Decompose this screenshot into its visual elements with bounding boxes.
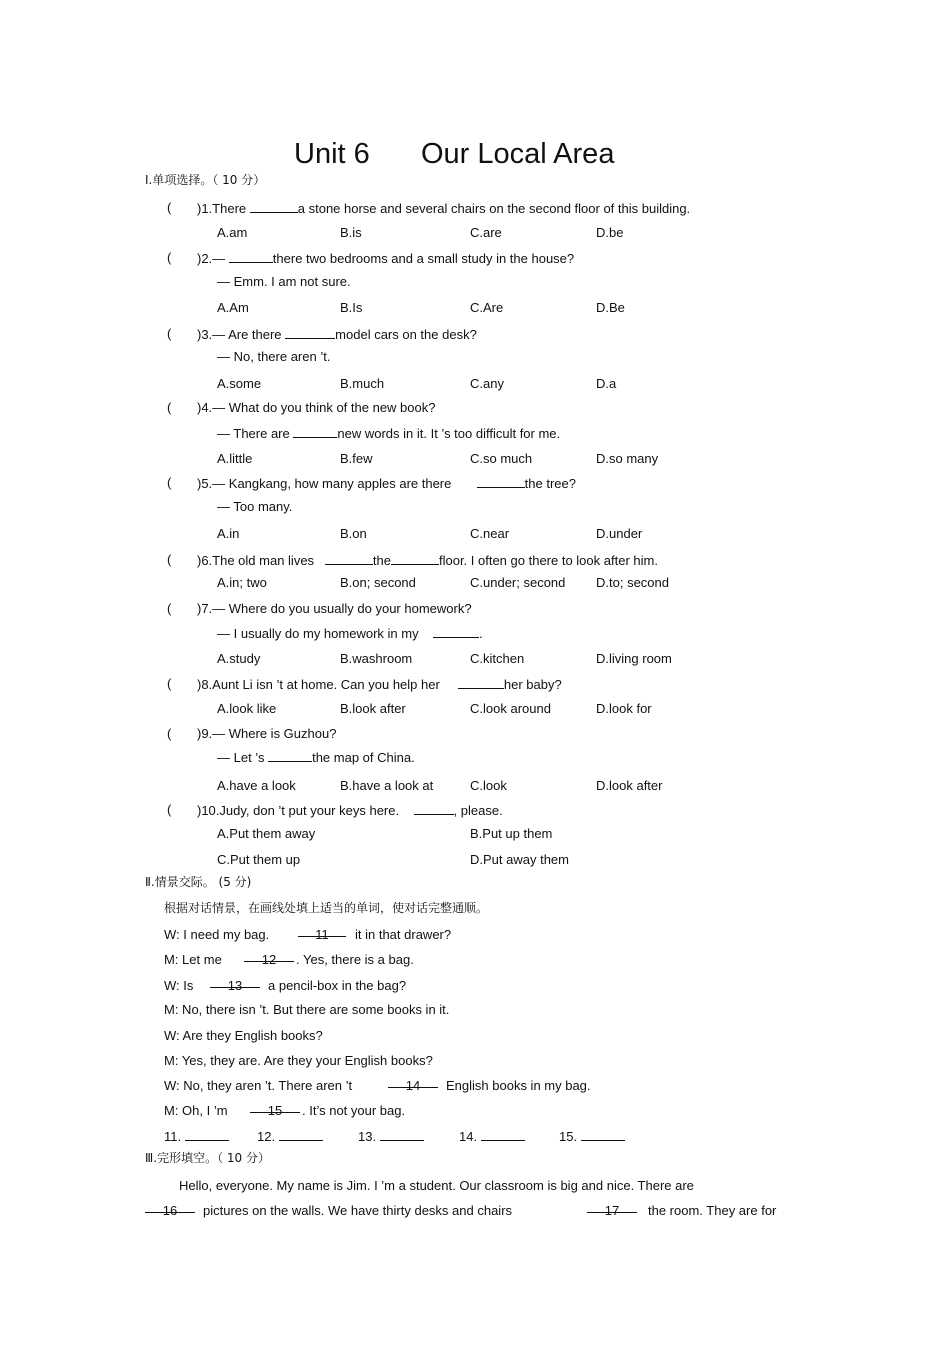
option-c[interactable]: C.under; second: [470, 575, 566, 590]
option-b[interactable]: B.have a look at: [340, 778, 434, 793]
option-b[interactable]: B.much: [340, 376, 385, 391]
option-b[interactable]: B.is: [340, 225, 362, 240]
answer-paren: (: [167, 250, 172, 265]
dialogue-line: M: No, there isn ’t. But there are some books in it.: [164, 1002, 450, 1017]
answer-paren: (: [167, 200, 172, 215]
question-line2: — Let ’s the map of China.: [217, 750, 415, 765]
answer-paren: (: [167, 726, 172, 741]
option-a[interactable]: A.in; two: [217, 575, 267, 590]
option-d[interactable]: D.Be: [596, 300, 625, 315]
answer-paren: (: [167, 552, 172, 567]
question-line2: — Too many.: [217, 499, 293, 514]
blank[interactable]: [268, 749, 312, 762]
question-stem: )6.The old man lives the floor. I often go there to look after him.: [197, 553, 658, 568]
option-c[interactable]: C.look: [470, 778, 507, 793]
answer-slot-11[interactable]: 11.: [164, 1128, 229, 1145]
question-stem: )2.— there two bedrooms and a small study in the house?: [197, 251, 575, 266]
question-stem: )4.— What do you think of the new book?: [197, 400, 436, 415]
option-a[interactable]: A.am: [217, 225, 248, 240]
option-c[interactable]: C.Are: [470, 300, 504, 315]
option-c[interactable]: C.Put them up: [217, 852, 301, 867]
blank[interactable]: [414, 802, 454, 815]
option-a[interactable]: A.in: [217, 526, 240, 541]
question-stem: )8.Aunt Li isn ’t at home. Can you help her her baby?: [197, 677, 562, 692]
blank-12[interactable]: 12: [244, 952, 294, 968]
answer-paren: (: [167, 326, 172, 341]
unit-number: Unit 6: [294, 138, 370, 170]
question-stem: )10.Judy, don ’t put your keys here. , please.: [197, 803, 503, 818]
option-a[interactable]: A.look like: [217, 701, 277, 716]
option-b[interactable]: B.Put up them: [470, 826, 553, 841]
option-b[interactable]: B.on; second: [340, 575, 416, 590]
option-b[interactable]: B.Is: [340, 300, 363, 315]
blank-17[interactable]: 17: [587, 1203, 637, 1219]
option-d[interactable]: D.Put away them: [470, 852, 569, 867]
question-line2: — No, there aren ’t.: [217, 349, 331, 364]
option-a[interactable]: A.Put them away: [217, 826, 316, 841]
blank-11[interactable]: 11: [298, 927, 346, 943]
answer-paren: (: [167, 802, 172, 817]
blank[interactable]: [391, 552, 439, 565]
passage-line-2b: the room. They are for: [648, 1203, 777, 1218]
option-a[interactable]: A.have a look: [217, 778, 296, 793]
option-d[interactable]: D.to; second: [596, 575, 669, 590]
option-a[interactable]: A.study: [217, 651, 261, 666]
question-line2: — There are new words in it. It ’s too difficult for me.: [217, 426, 561, 441]
option-c[interactable]: C.so much: [470, 451, 533, 466]
blank[interactable]: [293, 425, 337, 438]
option-c[interactable]: C.kitchen: [470, 651, 525, 666]
answer-paren: (: [167, 601, 172, 616]
answer-slot-14[interactable]: 14.: [459, 1128, 525, 1145]
blank[interactable]: [229, 250, 273, 263]
option-a[interactable]: A.Am: [217, 300, 249, 315]
option-c[interactable]: C.near: [470, 526, 510, 541]
question-stem: )3.— Are there model cars on the desk?: [197, 327, 477, 342]
passage-line-1: Hello, everyone. My name is Jim. I ’m a student. Our classroom is big and nice. There are: [179, 1178, 694, 1193]
answer-paren: (: [167, 475, 172, 490]
worksheet-page: Unit 6 Our Local Area Ⅰ.单项选择。（ 10 分） ( )1.There a stone horse and several chairs on the second floor of this building. A.am B.is C.are D.be ( )2.— there two bedrooms and a small study in the house? — Emm. I am not sure. A.Am B.Is C.Are D.Be ( )3.— Are there model cars on the desk? — No, there aren ’t. A.some B.much C.any D.a ( )4.— What do you think of the new book? — There are new words in it. It ’s too difficult for me. A.little B.few C.so much D.so many ( )5.— Kangkang, how many apples are there the tree? — Too many. A.in B.on C.near D.under ( )6.The old man lives the floor. I often go there to look after him. A.in; two B.on; second C.under; second D.to; second ( )7.— Where do you usually do your homework? — I usually do my homework in my . A.study B.washroom C.kitchen D.living room ( )8.Aunt Li isn ’t at home. Can you help her her baby? A.look like B.look after C.look around D.look for ( )9.— Where is Guzhou? — Let ’s the map of China. A.have a look B.have a look at C.look D.look after ( )10.Judy, don ’t put your keys here. , please. A.Put them away B.Put up them C.Put them up D.Put away them Ⅱ.情景交际。 (5 分) 根据对话情景，在画线处填上适当的单词，使对话完整通顺。 W: I need my bag. 11 it in that drawer? M: Let me 12 . Yes, there is a bag. W: Is 13 a pencil-box in the bag? M: No, there isn ’t. But there are some books in it. W: Are they English books? M: Yes, they are. Are they your English books? W: No, they aren ’t. There aren ’t 14 English books in my bag. M: Oh, I ’m 15 . It’s not your bag. 11. 12. 13. 14. 15. Ⅲ.完形填空。（ 10 分） Hello, everyone. My name is Jim. I ’m a student. Our classroom is big and nice. There are 16 pictures on the walls. We have thirty desks and chairs 17 the room. They are for: [145, 138, 777, 1218]
dialogue-line: M: Yes, they are. Are they your English books?: [164, 1053, 433, 1068]
question-stem: )5.— Kangkang, how many apples are there the tree?: [197, 476, 576, 491]
option-b[interactable]: B.on: [340, 526, 367, 541]
option-d[interactable]: D.living room: [596, 651, 672, 666]
option-d[interactable]: D.be: [596, 225, 624, 240]
option-d[interactable]: D.a: [596, 376, 617, 391]
option-d[interactable]: D.look after: [596, 778, 663, 793]
answer-slot-13[interactable]: 13.: [358, 1128, 424, 1145]
option-b[interactable]: B.look after: [340, 701, 406, 716]
answer-slot-12[interactable]: 12.: [257, 1128, 323, 1145]
option-c[interactable]: C.look around: [470, 701, 551, 716]
blank[interactable]: [325, 552, 373, 565]
option-b[interactable]: B.few: [340, 451, 373, 466]
answer-slot-15[interactable]: 15.: [559, 1128, 625, 1145]
option-c[interactable]: C.are: [470, 225, 502, 240]
option-d[interactable]: D.so many: [596, 451, 659, 466]
unit-title: Our Local Area: [421, 138, 615, 170]
blank-15[interactable]: 15: [250, 1103, 300, 1119]
blank-14[interactable]: 14: [388, 1078, 438, 1094]
blank[interactable]: [250, 200, 298, 213]
blank-13[interactable]: 13: [210, 978, 260, 994]
option-b[interactable]: B.washroom: [340, 651, 413, 666]
blank[interactable]: [433, 625, 479, 638]
question-stem: )9.— Where is Guzhou?: [197, 726, 337, 741]
blank[interactable]: [458, 676, 504, 689]
answer-paren: (: [167, 676, 172, 691]
section2-instruction: 根据对话情景，在画线处填上适当的单词，使对话完整通顺。: [164, 901, 489, 915]
question-stem: )7.— Where do you usually do your homework?: [197, 601, 472, 616]
section2-heading: Ⅱ.情景交际。 (5 分): [145, 875, 252, 889]
option-c[interactable]: C.any: [470, 376, 504, 391]
option-a[interactable]: A.some: [217, 376, 262, 391]
dialogue-line: W: Are they English books?: [164, 1028, 323, 1043]
question-line2: — Emm. I am not sure.: [217, 274, 351, 289]
passage-line-2a: pictures on the walls. We have thirty desks and chairs: [203, 1203, 513, 1218]
option-d[interactable]: D.under: [596, 526, 643, 541]
answer-paren: (: [167, 400, 172, 415]
blank[interactable]: [285, 326, 335, 339]
option-a[interactable]: A.little: [217, 451, 253, 466]
question-stem: )1.There a stone horse and several chairs on the second floor of this building.: [197, 201, 691, 216]
blank[interactable]: [477, 475, 525, 488]
question-line2: — I usually do my homework in my .: [217, 626, 483, 641]
section3-heading: Ⅲ.完形填空。（ 10 分）: [145, 1151, 270, 1165]
option-d[interactable]: D.look for: [596, 701, 652, 716]
section1-heading: Ⅰ.单项选择。（ 10 分）: [145, 173, 266, 187]
blank-16[interactable]: 16: [145, 1203, 195, 1219]
